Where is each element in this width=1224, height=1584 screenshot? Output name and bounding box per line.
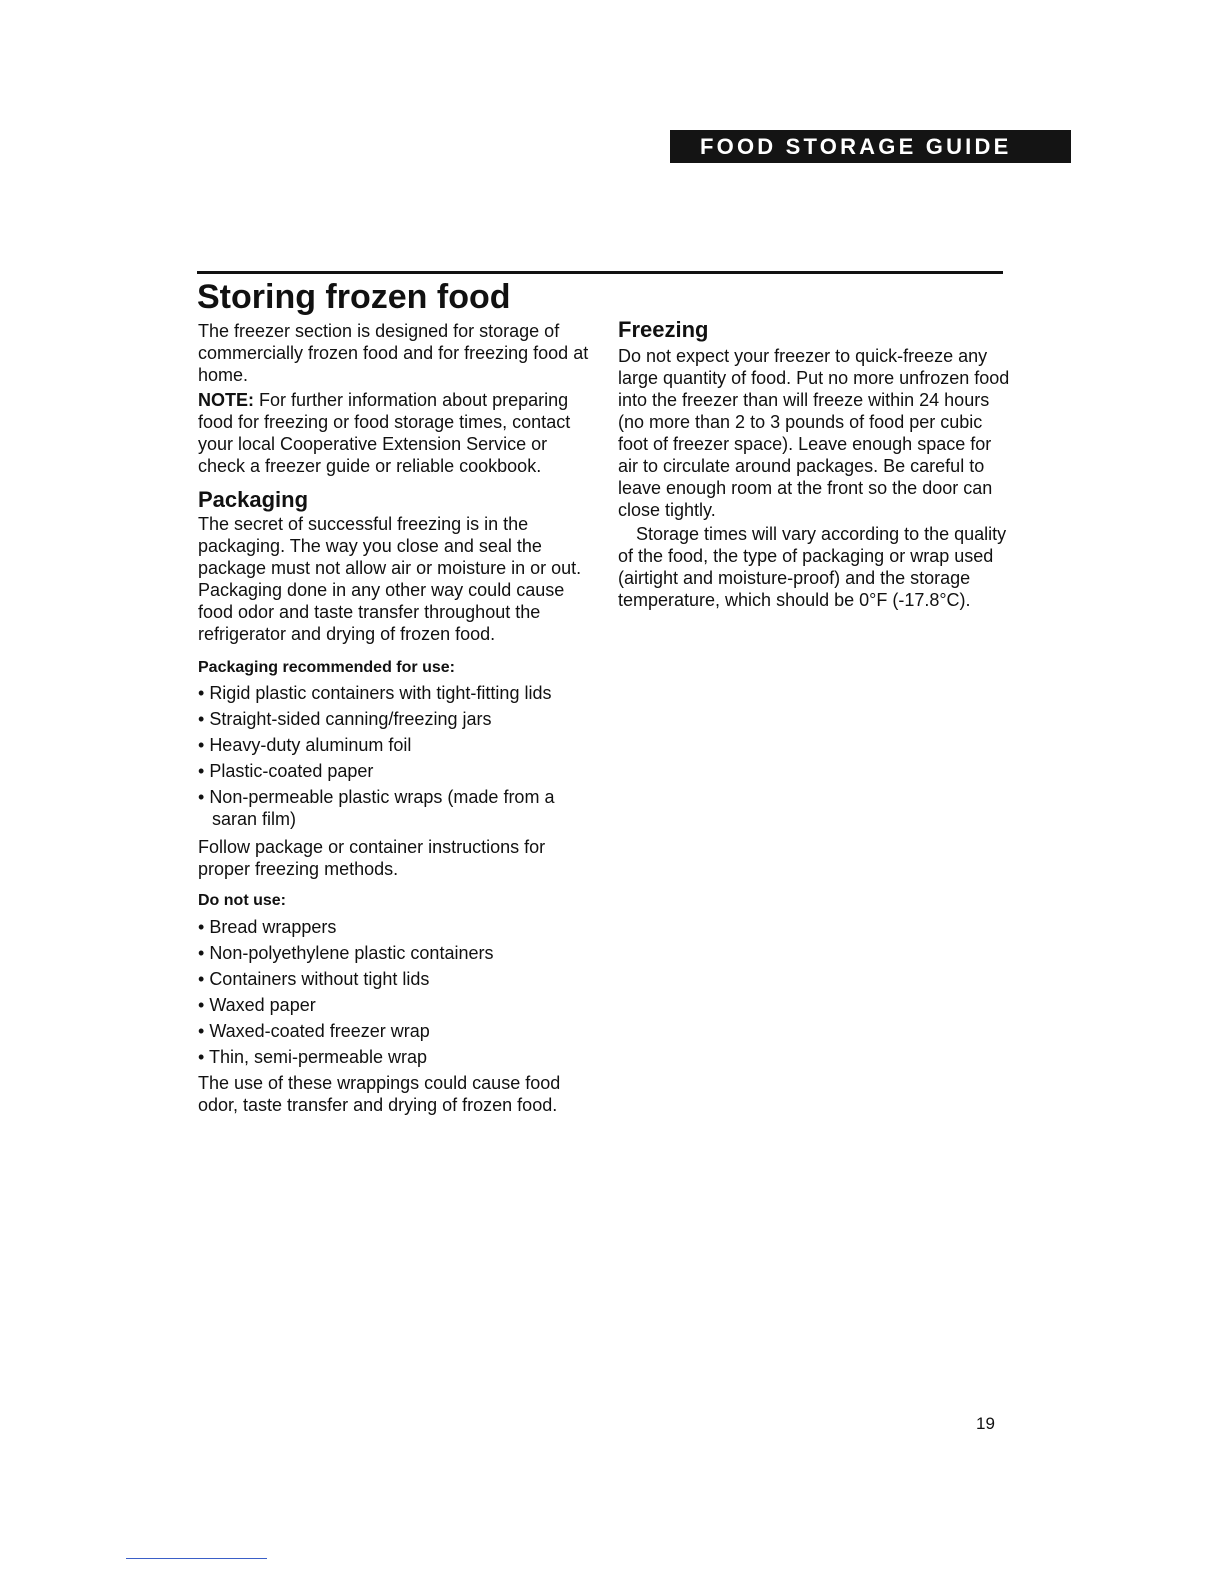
- note-label: NOTE:: [198, 390, 254, 410]
- list-item: • Thin, semi-permeable wrap: [198, 1047, 428, 1067]
- recommended-label: Packaging recommended for use:: [198, 659, 455, 676]
- list-item: • Non-permeable plastic wraps (made from a saran film): [198, 787, 555, 829]
- section-header-bar: FOOD STORAGE GUIDE: [670, 130, 1071, 163]
- list-item: • Straight-sided canning/freezing jars: [198, 709, 492, 729]
- note-paragraph: [198, 389, 590, 477]
- page-title: Storing frozen food: [197, 278, 511, 316]
- title-rule: [197, 271, 1003, 274]
- list-item: • Waxed-coated freezer wrap: [198, 1021, 430, 1041]
- list-item: • Rigid plastic containers with tight-fitting lids: [198, 683, 552, 703]
- recommended-list: [198, 682, 590, 830]
- follow-paragraph: Follow package or container instructions for proper freezing methods.: [198, 837, 546, 879]
- list-item: • Bread wrappers: [198, 917, 337, 937]
- page-number: 19: [976, 1414, 995, 1433]
- freezing-paragraph-1: Do not expect your freezer to quick-freeze any large quantity of food. Put no more unfrozen food into the freezer than will freeze within 24 hours (no more than 2 to 3 pounds of food per cubic foot of freezer space). Leave enough space for air to circulate around packages. Be careful to leave enough room at the front so the door can close tightly.: [618, 346, 1010, 520]
- right-column: [618, 317, 1010, 611]
- intro-paragraph: The freezer section is designed for storage of commercially frozen food and for freezing food at home.: [198, 321, 589, 385]
- list-item: • Containers without tight lids: [198, 969, 430, 989]
- packaging-paragraph: The secret of successful freezing is in the packaging. The way you close and seal the package must not allow air or moisture in or out. Packaging done in any other way could cause food odor and taste transfer throughout the refrigerator and drying of frozen food.: [198, 514, 582, 644]
- list-item: • Waxed paper: [198, 995, 316, 1015]
- list-item: • Plastic-coated paper: [198, 761, 374, 781]
- closing-paragraph: The use of these wrappings could cause food odor, taste transfer and drying of frozen food.: [198, 1073, 561, 1115]
- do-not-use-label: Do not use:: [198, 892, 286, 909]
- list-item: • Non-polyethylene plastic containers: [198, 943, 494, 963]
- packaging-heading: Packaging: [198, 487, 309, 512]
- footer-line: [126, 1558, 267, 1559]
- freezing-heading: Freezing: [618, 317, 709, 342]
- note-text: For further information about preparing food for freezing or food storage times, contact your local Cooperative Extension Service or check a freezer guide or reliable cookbook.: [198, 390, 571, 476]
- freezing-paragraph-2: Storage times will vary according to the quality of the food, the type of packaging or wrap used (airtight and moisture-proof) and the storage temperature, which should be 0°F (-17.8°C).: [618, 524, 1007, 610]
- do-not-use-list: [198, 916, 590, 1068]
- left-column: [198, 320, 590, 1116]
- list-item: • Heavy-duty aluminum foil: [198, 735, 412, 755]
